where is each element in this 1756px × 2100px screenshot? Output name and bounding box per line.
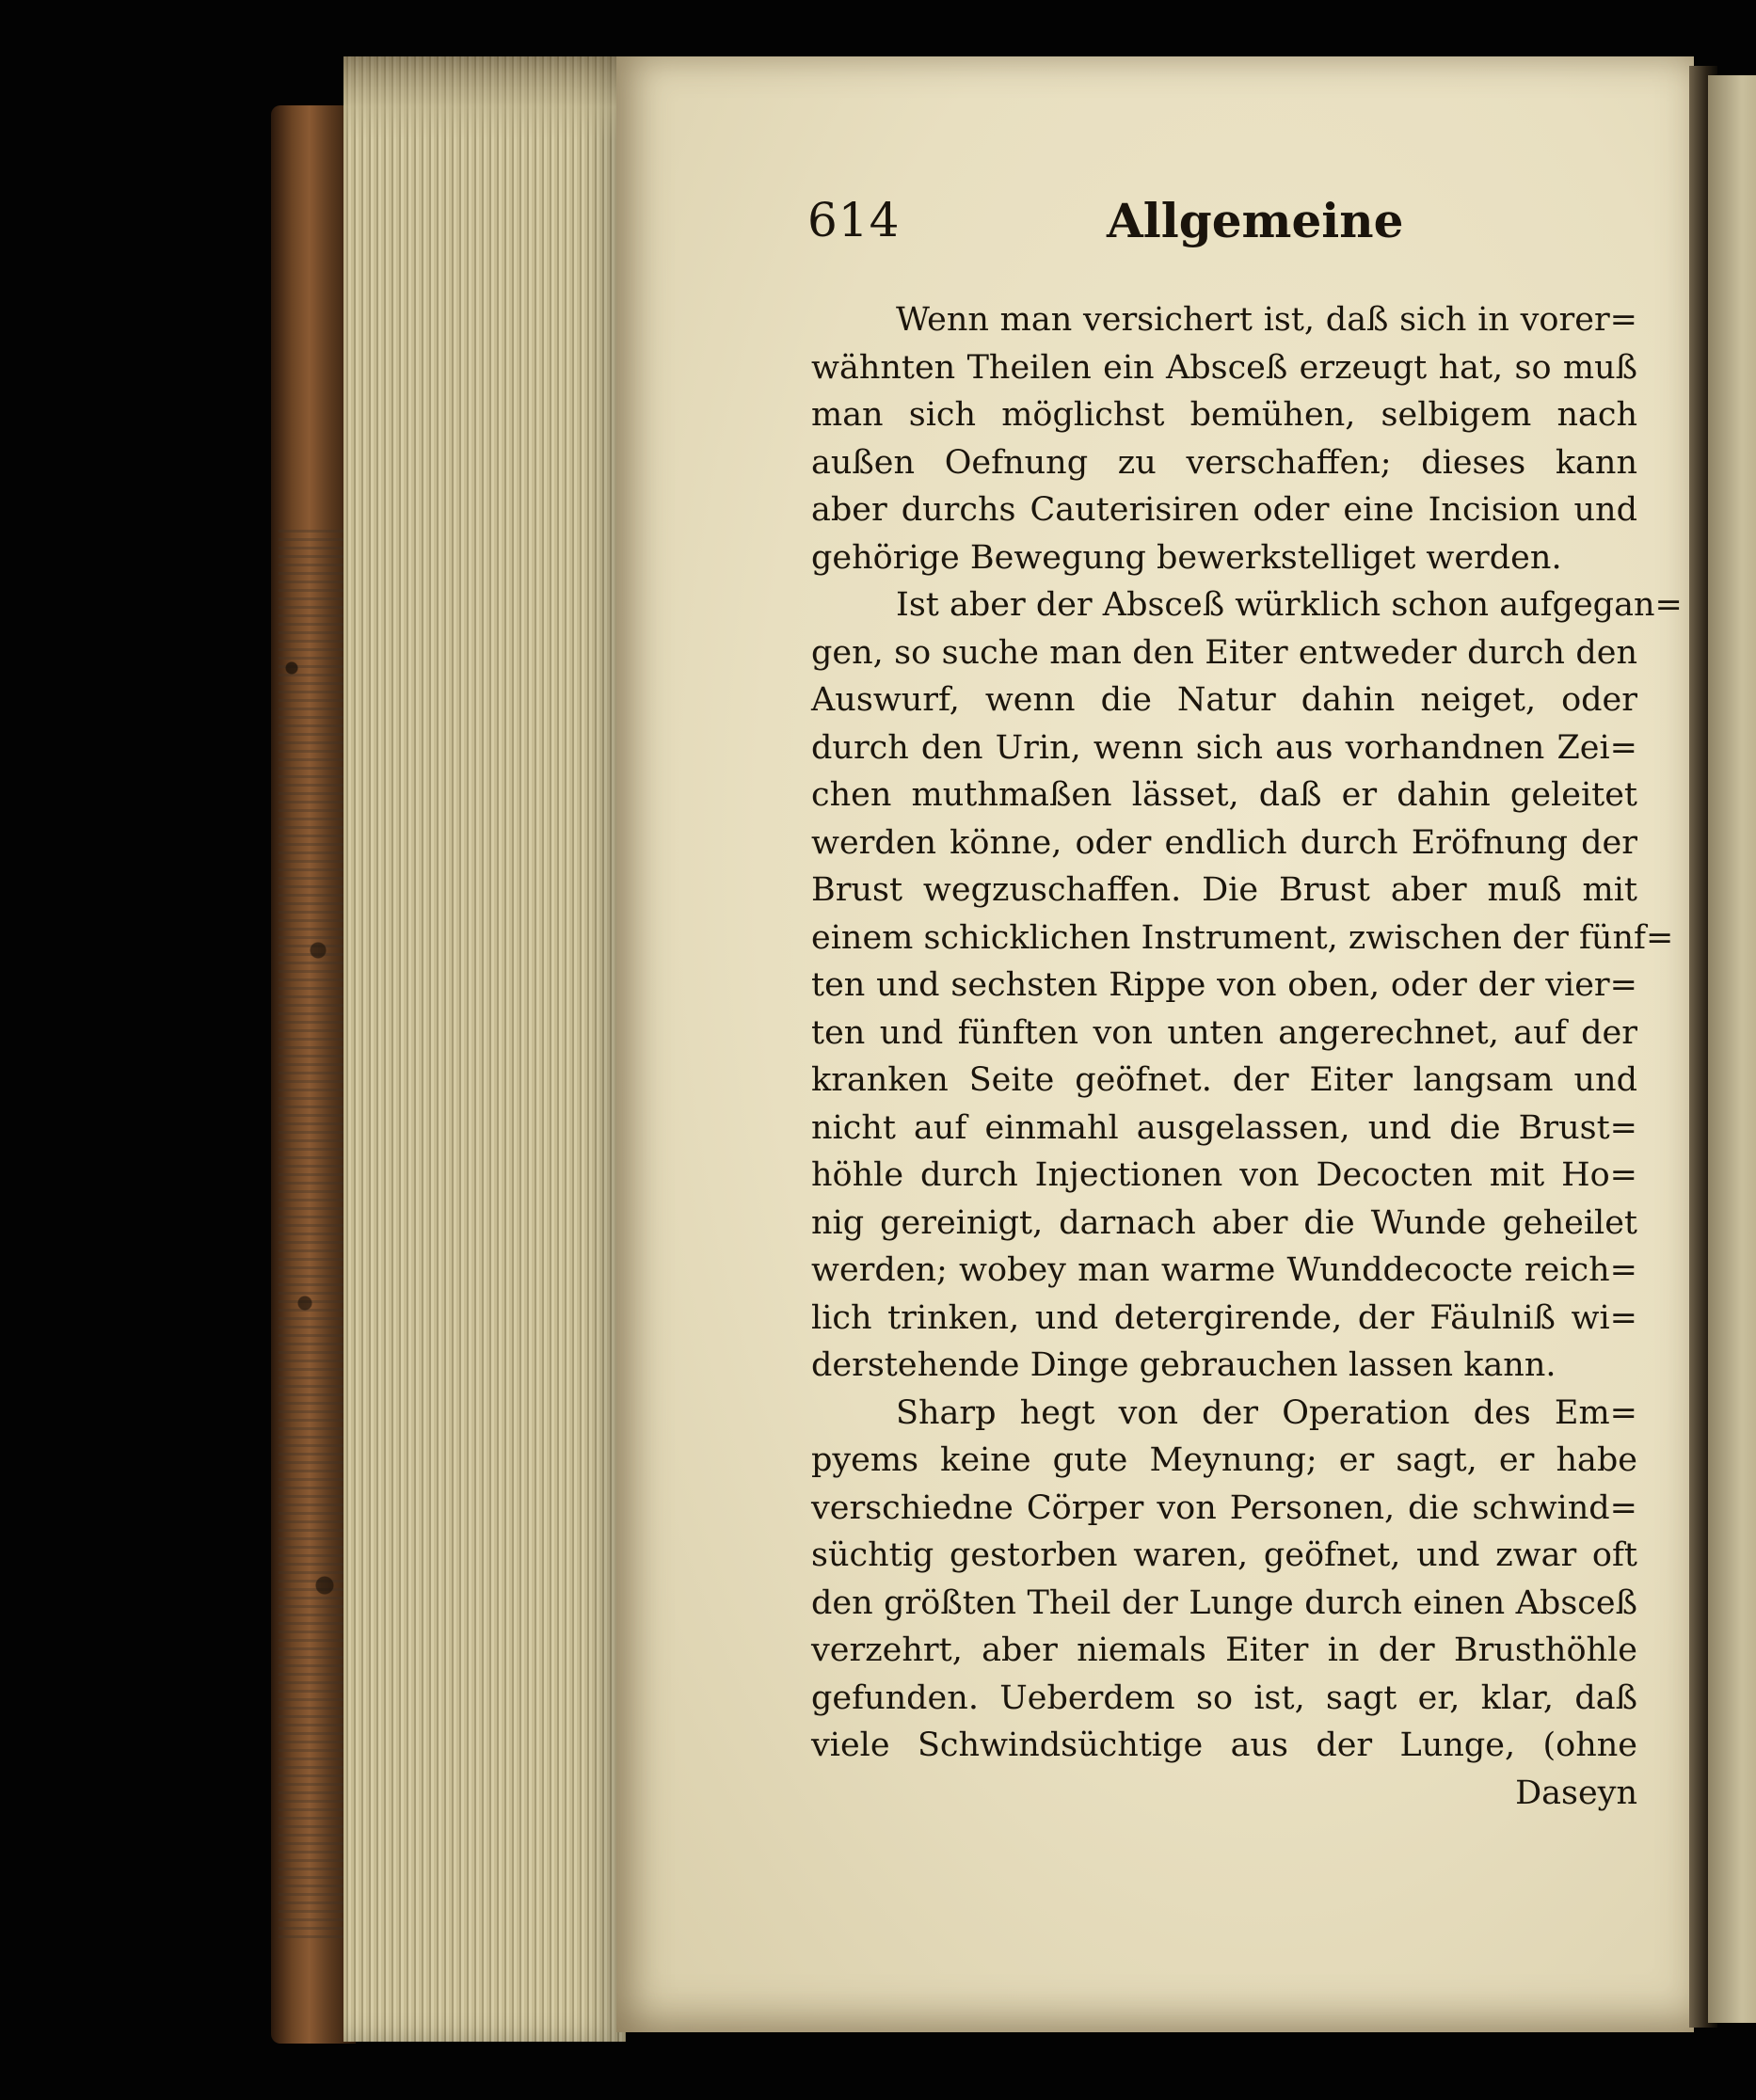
text-line: aber durchs Cauterisiren oder eine Incision und	[811, 491, 1637, 529]
text-line: nicht auf einmahl ausgelassen, und die Brust=	[811, 1108, 1637, 1147]
text-line: gefunden. Ueberdem so ist, sagt er, klar, daß	[811, 1678, 1637, 1717]
text-line: ten und sechsten Rippe von oben, oder der vier=	[811, 966, 1637, 1004]
text-line: lich trinken, und detergirende, der Fäulniß wi=	[811, 1298, 1637, 1337]
text-line: gen, so suche man den Eiter entweder durch den	[811, 633, 1637, 672]
text-line: kranken Seite geöfnet. der Eiter langsam und	[811, 1061, 1637, 1099]
page-edges-shadow	[343, 56, 626, 141]
text-line: werden könne, oder endlich durch Eröfnung der	[811, 823, 1637, 862]
text-line: pyems keine gute Meynung; er sagt, er habe	[811, 1441, 1637, 1479]
catchword: Daseyn	[1515, 1774, 1637, 1812]
cover-texture	[279, 527, 344, 1938]
page-edges	[343, 56, 626, 2042]
text-line: nig gereinigt, darnach aber die Wunde geheilet	[811, 1203, 1637, 1242]
page-header	[807, 193, 1404, 268]
text-line: werden; wobey man warme Wunddecocte reich=	[811, 1251, 1637, 1289]
text-line: höhle durch Injectionen von Decocten mit Ho=	[811, 1156, 1637, 1194]
text-line: den größten Theil der Lunge durch einen Absceß	[811, 1583, 1637, 1622]
text-line: viele Schwindsüchtige aus der Lunge, (ohne	[811, 1726, 1637, 1764]
text-line: gehörige Bewegung bewerkstelliget werden.	[811, 538, 1562, 577]
text-line: Brust wegzuschaffen. Die Brust aber muß mit	[811, 871, 1637, 909]
page-number: 614	[807, 193, 901, 247]
text-line: verzehrt, aber niemals Eiter in der Brusthöhle	[811, 1631, 1637, 1669]
next-page-edge	[1708, 75, 1756, 2023]
body-text	[811, 296, 1683, 1817]
text-line: derstehende Dinge gebrauchen lassen kann.	[811, 1346, 1556, 1384]
text-line: Sharp hegt von der Operation des Em=	[896, 1393, 1637, 1432]
running-head: Allgemeine	[1107, 193, 1404, 248]
text-line: wähnten Theilen ein Absceß erzeugt hat, so muß	[811, 348, 1637, 387]
text-line: man sich möglichst bemühen, selbigem nach	[811, 396, 1637, 434]
text-line: Wenn man versichert ist, daß sich in vorer=	[896, 301, 1637, 339]
text-line: einem schicklichen Instrument, zwischen der fünf=	[811, 918, 1674, 957]
text-line: chen muthmaßen lässet, daß er dahin geleitet	[811, 776, 1637, 814]
text-line: außen Oefnung zu verschaffen; dieses kann	[811, 443, 1637, 482]
text-line: Auswurf, wenn die Natur dahin neiget, oder	[811, 681, 1637, 719]
text-line: verschiedne Cörper von Personen, die schwind=	[811, 1488, 1637, 1527]
text-line: Ist aber der Absceß würklich schon aufgegan=	[896, 586, 1683, 624]
text-line: durch den Urin, wenn sich aus vorhandnen Zei=	[811, 728, 1637, 767]
text-line: ten und fünften von unten angerechnet, auf der	[811, 1013, 1637, 1052]
text-line: süchtig gestorben waren, geöfnet, und zwar oft	[811, 1536, 1637, 1574]
